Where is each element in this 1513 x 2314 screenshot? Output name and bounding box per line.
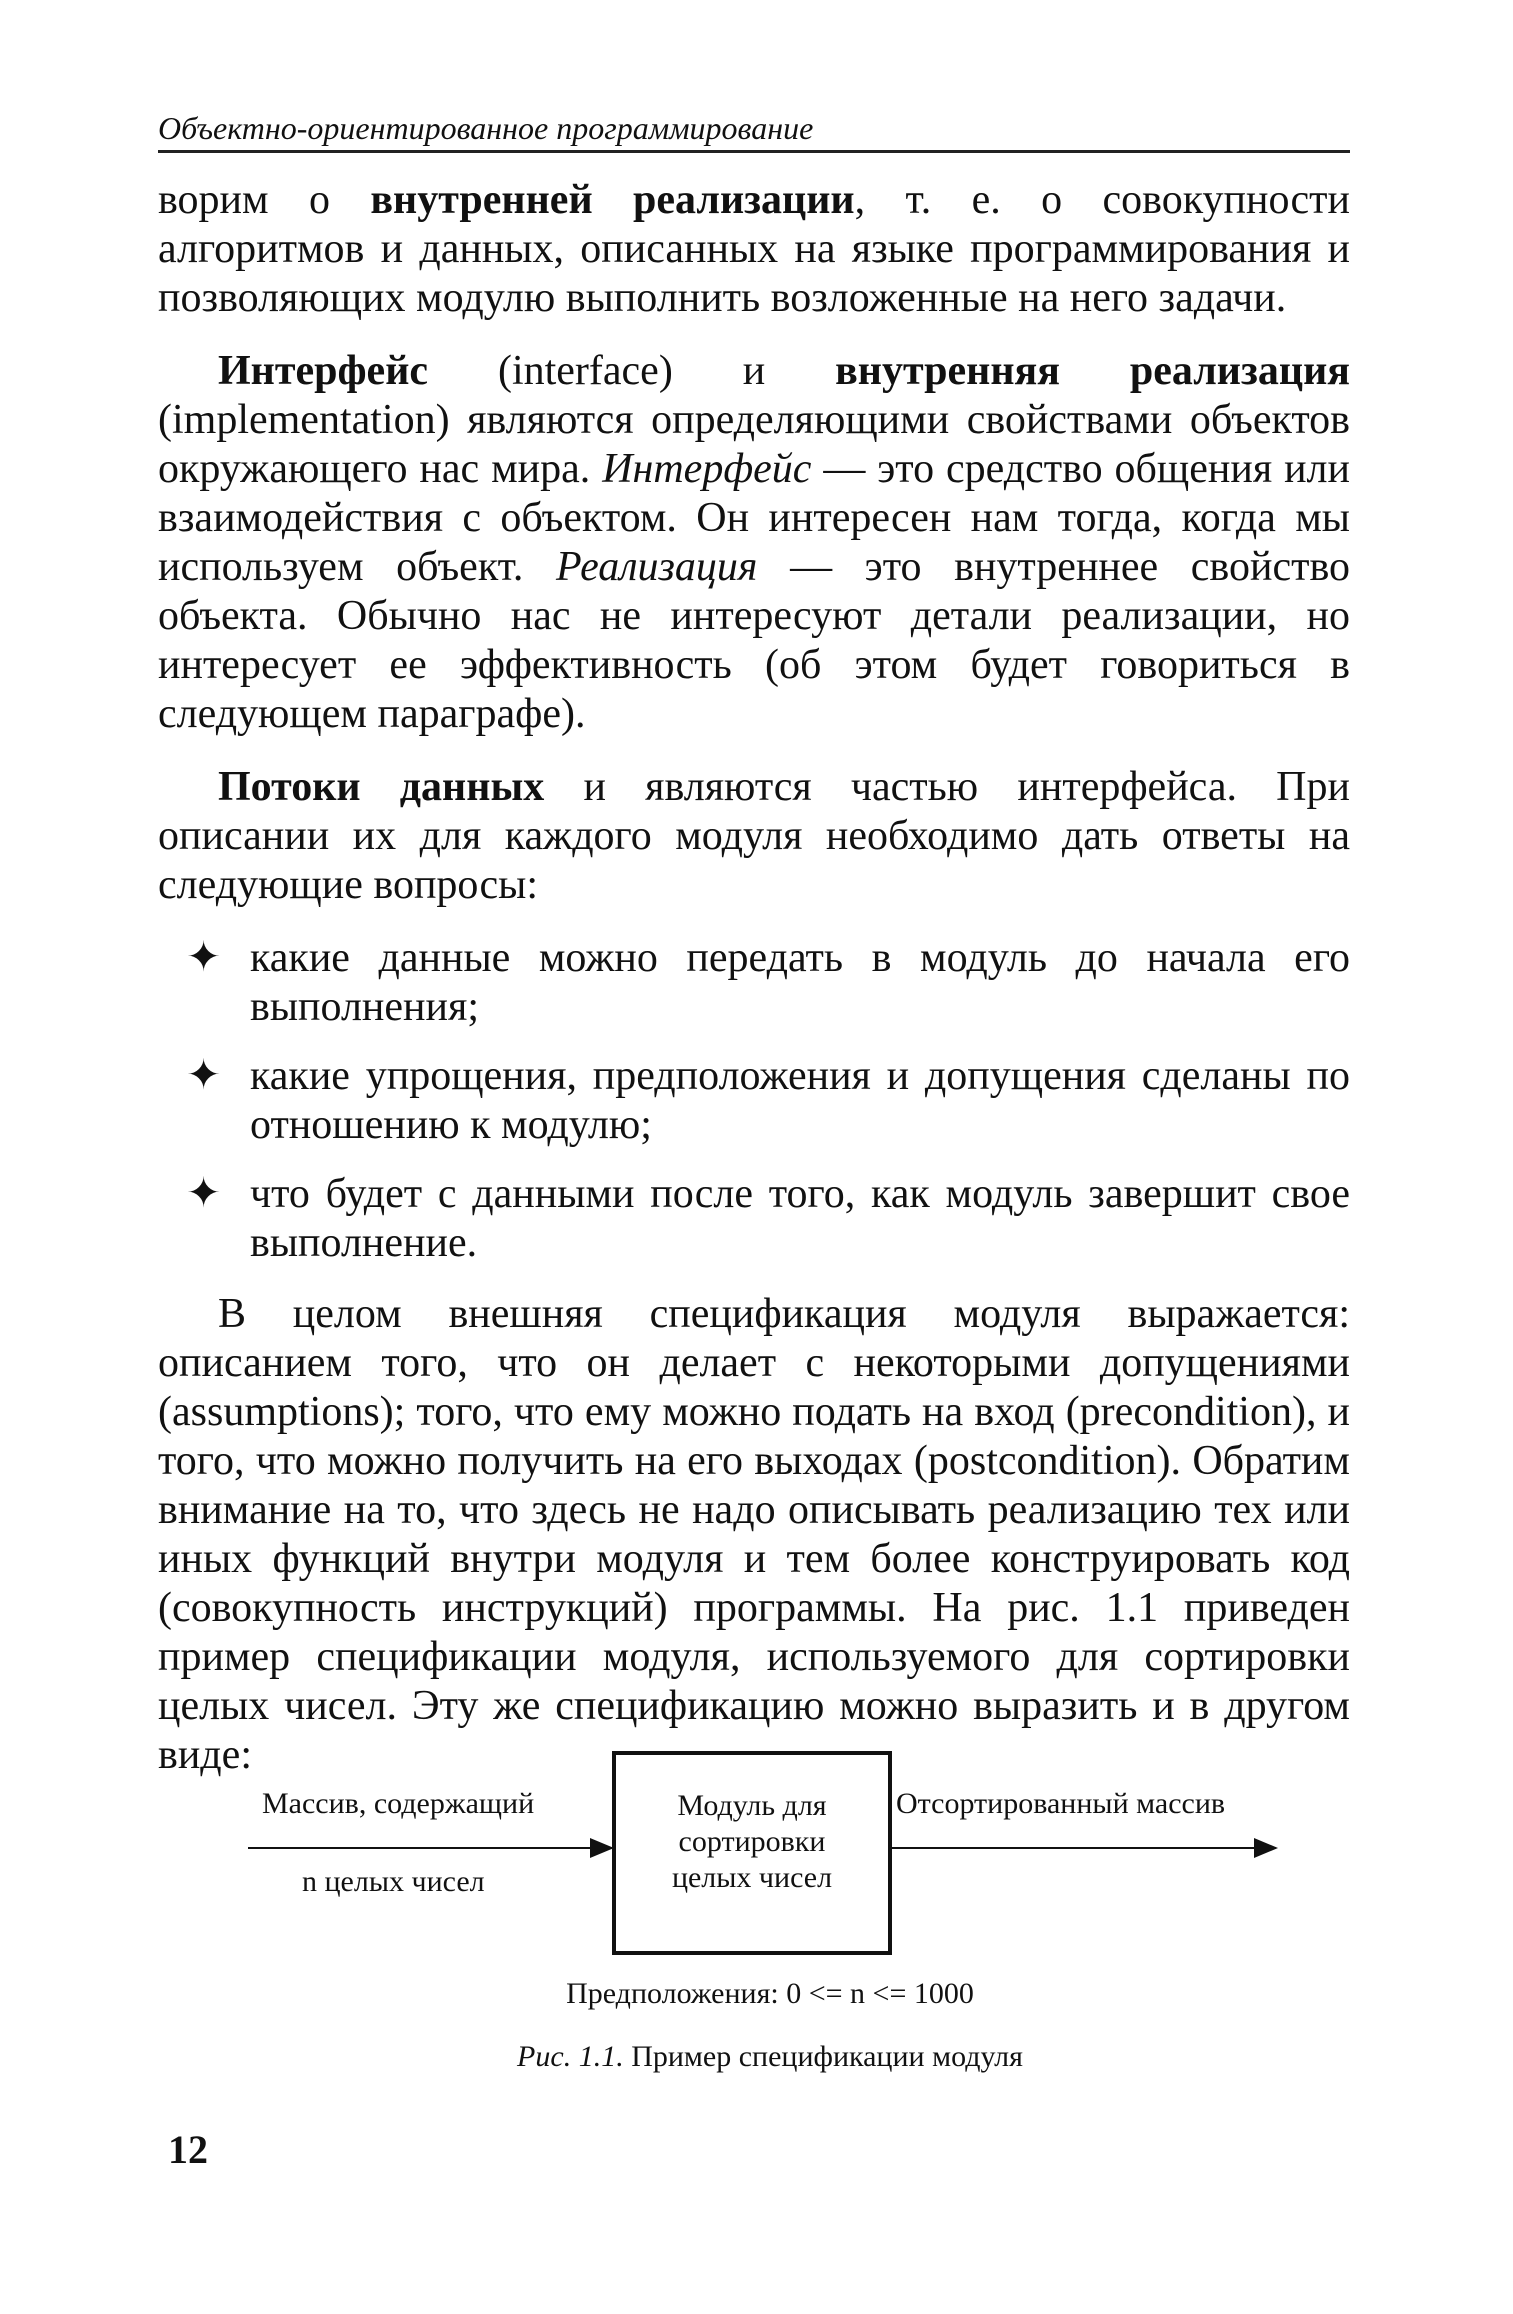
page-body xyxy=(158,176,1350,1804)
running-header: Объектно-ориентированное программирование xyxy=(158,108,1350,153)
figure-caption xyxy=(240,2040,1300,2074)
input-label-top: Массив, содержащий xyxy=(262,1787,535,1820)
caption-number: Рис. 1.1. xyxy=(517,2040,624,2073)
figure-diagram xyxy=(240,1745,1300,1975)
paragraph-4: В целом внешняя спецификация модуля выражается: описанием того, что он делает с некоторыми допущениями (assumptions); того, что ему можно подать на вход (precondition), и того, что можно получить на его выходах (postcondition). Обратим внимание на то, что здесь не надо описывать реализацию тех или иных функций внутри модуля и тем более конструировать код (совокупность инструкций) программы. На рис. 1.1 приведен пример спецификации модуля, используемого для сортировки целых чисел. Эту же спецификацию можно выразить и в другом виде: xyxy=(158,1291,1350,1778)
module-label-line: целых чисел xyxy=(671,1861,833,1894)
module-label-line: сортировки xyxy=(678,1825,826,1858)
term-interface: Интерфейс xyxy=(218,348,429,394)
paragraph-2: Интерфейс (interface) и внутренняя реализация (implementation) являются определяющими свойствами объектов окружающего нас мира. Интерфейс — это средство общения или взаимодействия с объектом. Он интересен нам тогда, когда мы используем объект. Реализация — это внутреннее свойство объекта. Обычно нас не интересуют детали реализации, но интересует ее эффективность (об этом будет говориться в следующем параграфе). xyxy=(158,348,1350,737)
term-interface-italic: Интерфейс xyxy=(602,446,812,492)
question-list xyxy=(158,934,1350,1268)
term-realization-italic: Реализация xyxy=(556,544,758,590)
assumption-line: Предположения: 0 <= n <= 1000 xyxy=(566,1977,974,2010)
bullet-star-icon: ✦ xyxy=(186,1171,222,1217)
list-item: ✦ какие упрощения, предположения и допущения сделаны по отношению к модулю; xyxy=(186,1053,1350,1148)
module-label-line: Модуль для xyxy=(677,1789,827,1822)
paragraph-1: ворим о внутренней реализации, т. е. о совокупности алгоритмов и данных, описанных на языке программирования и позволяющих модулю выполнить возложенные на него задачи. xyxy=(158,177,1350,321)
caption-text: Пример спецификации модуля xyxy=(623,2040,1023,2073)
output-label: Отсортированный массив xyxy=(896,1787,1226,1820)
paragraph-3: Потоки данных и являются частью интерфейса. При описании их для каждого модуля необходимо дать ответы на следующие вопросы: xyxy=(158,764,1350,908)
list-item: ✦ что будет с данными после того, как модуль завершит свое выполнение. xyxy=(186,1171,1350,1266)
list-item: ✦ какие данные можно передать в модуль до начала его выполнения; xyxy=(186,935,1350,1030)
input-label-bottom: n целых чисел xyxy=(302,1865,485,1898)
term-internal-implementation: внутренней реализации xyxy=(370,177,855,223)
term-implementation: внутренняя реализация xyxy=(835,348,1350,394)
page-number: 12 xyxy=(168,2127,208,2172)
term-data-flows: Потоки данных xyxy=(218,764,545,810)
bullet-star-icon: ✦ xyxy=(186,1053,222,1099)
bullet-star-icon: ✦ xyxy=(186,935,222,981)
module-spec-figure xyxy=(240,1745,1300,2085)
